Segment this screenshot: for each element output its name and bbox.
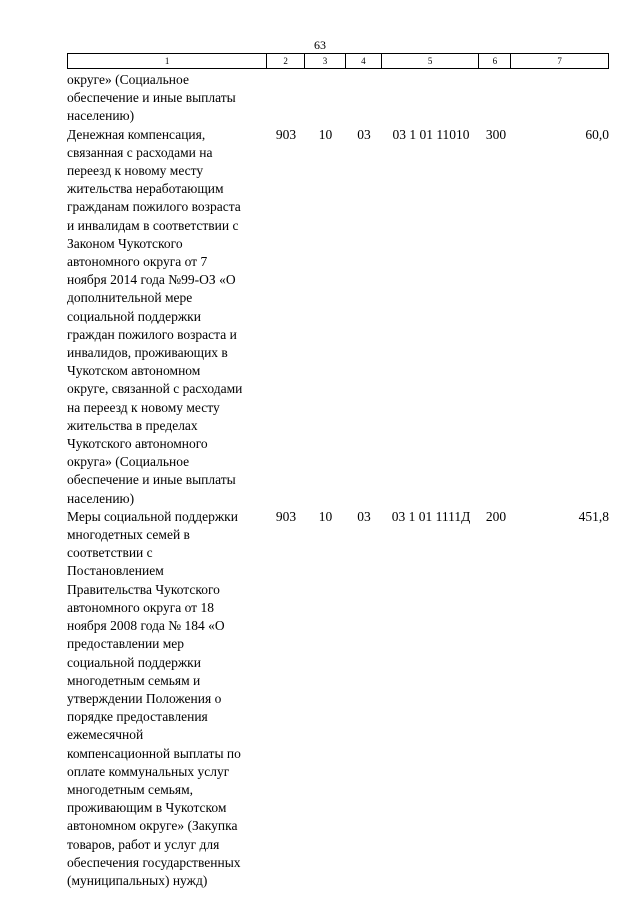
- row-col-4: 03: [357, 508, 371, 524]
- row-col-5: 03 1 01 11010: [392, 126, 470, 142]
- column-header-4: 4: [346, 54, 382, 68]
- row-col-6: 200: [485, 508, 507, 524]
- column-header-7: 7: [557, 56, 562, 66]
- row-col-6: 300: [485, 126, 507, 142]
- row-col-4: 03: [357, 126, 371, 142]
- column-header-2: 2: [267, 54, 305, 68]
- table-row: [67, 126, 609, 508]
- row-col-2: 903: [275, 508, 297, 524]
- column-header-6: 6: [479, 54, 511, 68]
- column-header-1: 1: [68, 54, 267, 68]
- table-row: [67, 71, 609, 126]
- row-col-3: 10: [318, 508, 333, 524]
- row-col-3: 10: [318, 126, 333, 142]
- row-col-7: 60,0: [585, 126, 609, 142]
- table-body: [67, 71, 609, 890]
- row-description: Меры социальной поддержки многодетных семей в соответствии с Постановлением Правительства Чукотского автономного округа от 18 ноября 2008 года № 184 «О предоставлении мер социальной поддержки многодетным семьям и утверждении Положения о порядке предоставления ежемесячной компенсационной выплаты по оплате коммунальных услуг многодетным семьям, проживающим в Чукотском автономном округе» (Закупка товаров, работ и услуг для обеспечения государственных (муниципальных) нужд): [67, 508, 241, 888]
- table-row: [67, 508, 609, 890]
- table-header: [67, 53, 609, 69]
- row-col-2: 903: [275, 126, 297, 142]
- row-col-5: 03 1 01 1111Д: [391, 508, 471, 524]
- row-description: округе» (Социальное обеспечение и иные выплаты населению): [67, 72, 236, 124]
- page-number: 63: [314, 38, 326, 52]
- column-header-3: 3: [305, 54, 346, 68]
- row-col-7: 451,8: [578, 508, 609, 524]
- column-header-5: 5: [382, 54, 480, 68]
- row-description: Денежная компенсация, связанная с расходами на переезд к новому месту жительства неработающим гражданам пожилого возраста и инвалидам в соответствии с Законом Чукотского автономного округа от 7 ноября 2014 года №99-ОЗ «О дополнительной мере социальной поддержки граждан пожилого возраста и инвалидов, проживающих в Чукотском автономном округе, связанной с расходами на переезд к новому месту жительства в пределах Чукотского автономного округа» (Социальное обеспечение и иные выплаты населению): [67, 126, 243, 506]
